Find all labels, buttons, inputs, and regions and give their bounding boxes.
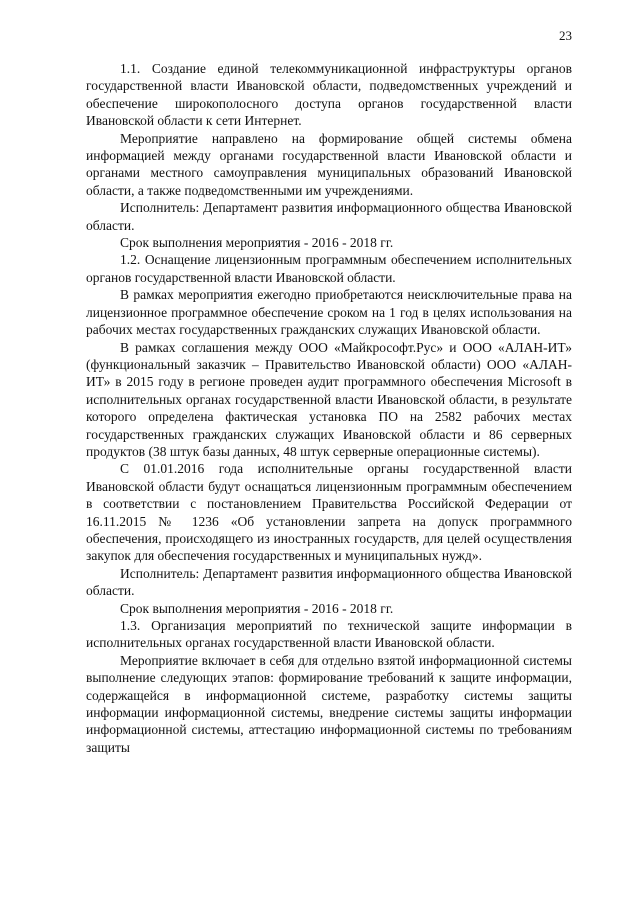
paragraph-1-3-description: Мероприятие включает в себя для отдельно взятой информационной системы выполнение следующих этапов: формирование требований к защите информации, содержащейся в информационной системе, разработку системы защиты информации информационной системы, внедрение системы защиты информации информационной системы, аттестацию информационной системы по требованиям защиты [86, 652, 572, 755]
paragraph-1-1-heading: 1.1. Создание единой телекоммуникационной инфраструктуры органов государственной власти Ивановской области, подведомственных учреждений и обеспечение широкополосного доступа органов государственной власти Ивановской области к сети Интернет. [86, 61, 572, 129]
paragraph-1-2-heading: 1.2. Оснащение лицензионным программным обеспечением исполнительных органов государственной власти Ивановской области. [86, 252, 572, 285]
paragraph-1-3-heading: 1.3. Организация мероприятий по технической защите информации в исполнительных органах государственной власти Ивановской области. [86, 618, 572, 651]
document-body [86, 60, 572, 756]
paragraph-1-1-deadline: Срок выполнения мероприятия - 2016 - 2018 гг. [120, 235, 394, 251]
paragraph-1-1-executor: Исполнитель: Департамент развития информационного общества Ивановской области. [86, 200, 572, 233]
paragraph-1-1-description: Мероприятие направлено на формирование общей системы обмена информацией между органами государственной власти Ивановской области и органами местного самоуправления муниципальных образований Ивановской области, а также подведомственными им учреждениями. [86, 130, 572, 198]
paragraph-1-2-executor: Исполнитель: Департамент развития информационного общества Ивановской области. [86, 565, 572, 599]
paragraph-1-2-audit: В рамках соглашения между ООО «Майкрософт.Рус» и ООО «АЛАН-ИТ» (функциональный заказчик – Правительство Ивановской области) ООО «АЛАН-ИТ» в 2015 году в регионе проведен аудит программного обеспечения Microsoft в исполнительных органах государственной власти Ивановской области, в результате которого определена фактическая установка ПО на 2582 рабочих местах государственных гражданских служащих Ивановской области и 86 серверных продуктов (38 штук базы данных, 48 штук серверные операционные системы). [86, 339, 572, 459]
paragraph-1-2-deadline: Срок выполнения мероприятия - 2016 - 2018 гг. [120, 600, 394, 616]
paragraph-1-2-description: В рамках мероприятия ежегодно приобретаются неисключительные права на лицензионное программное обеспечение сроком на 1 год в целях использования на рабочих местах государственных гражданских служащих Ивановской области. [86, 287, 572, 338]
paragraph-1-2-regulation: С 01.01.2016 года исполнительные органы государственной власти Ивановской области будут оснащаться лицензионным программным обеспечением в соответствии с постановлением Правительства Российской Федерации от 16.11.2015 № 1236 «Об установлении запрета на допуск программного обеспечения, происходящего из иностранных государств, для целей осуществления закупок для обеспечения государственных и муниципальных нужд». [86, 461, 572, 564]
page-number: 23 [559, 28, 572, 43]
